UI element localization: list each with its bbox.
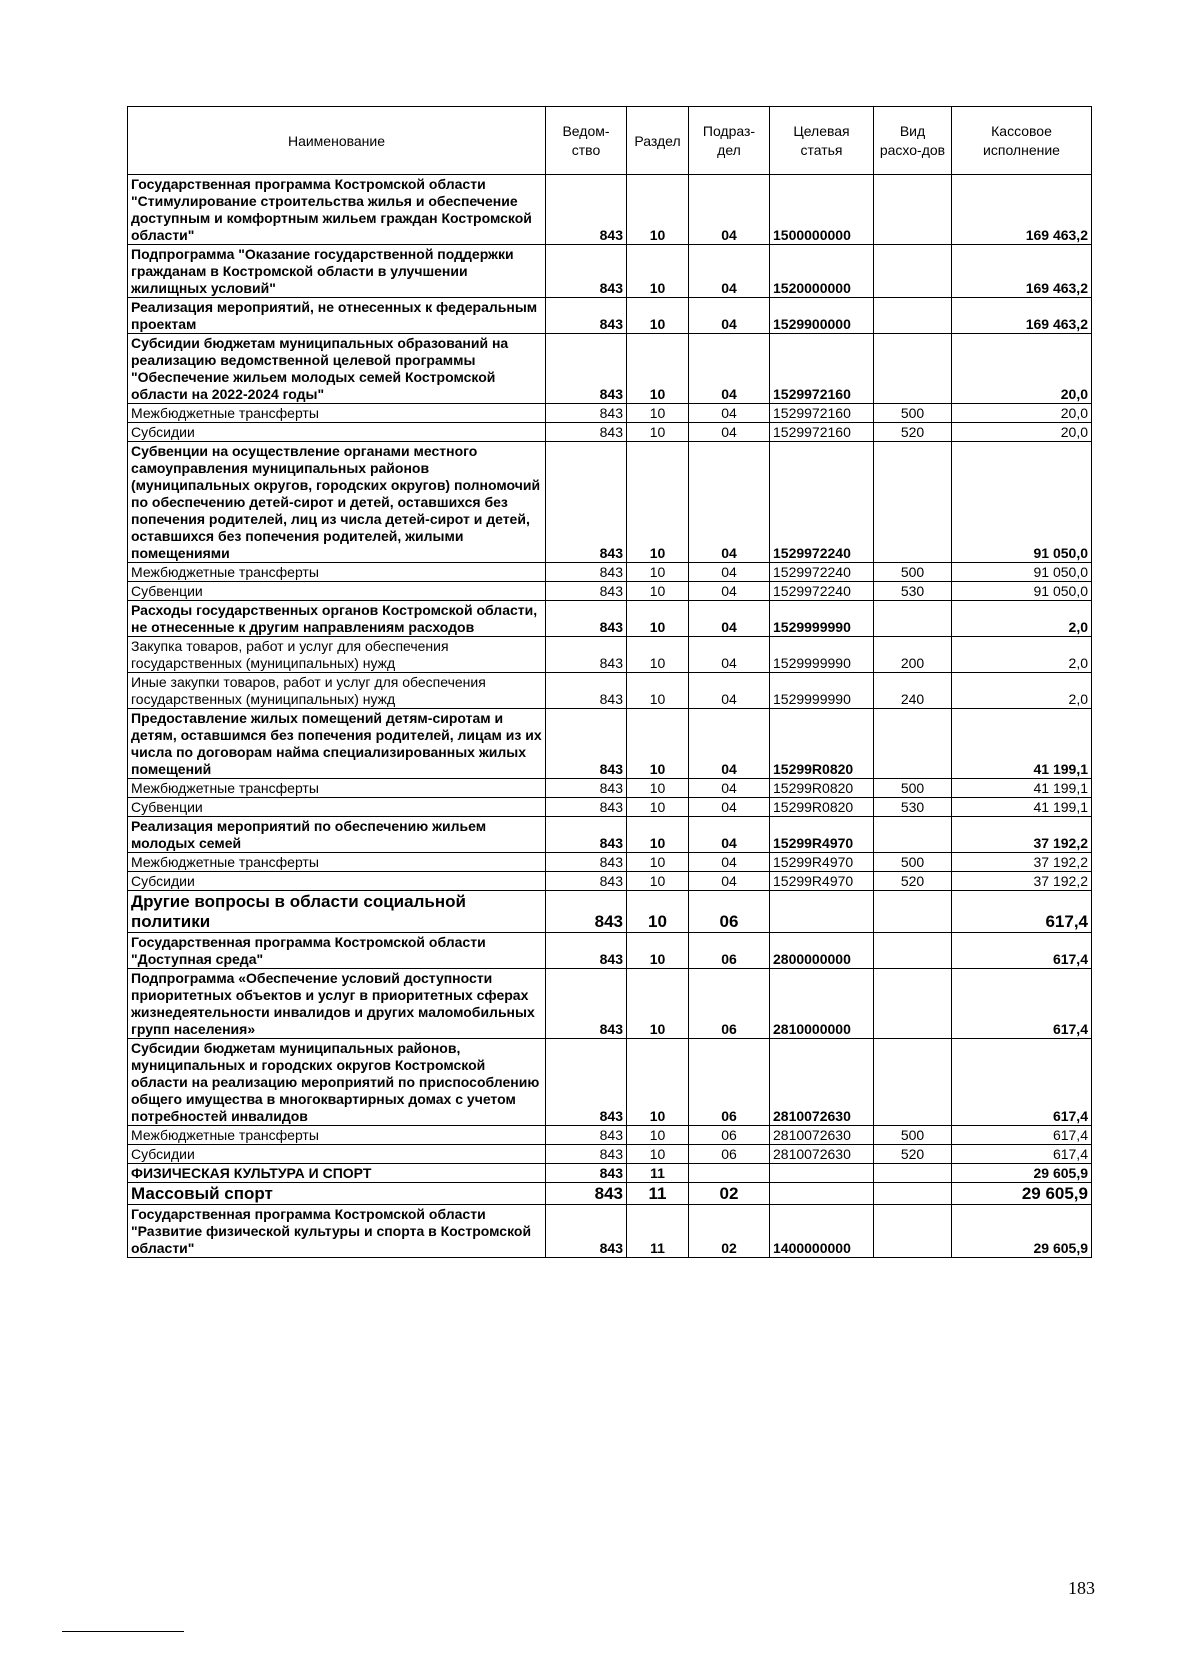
cell-podr: 04 bbox=[689, 245, 770, 298]
cell-name: Субсидии bbox=[128, 1145, 546, 1164]
cell-ved: 843 bbox=[546, 891, 627, 933]
cell-podr: 04 bbox=[689, 442, 770, 563]
cell-ved: 843 bbox=[546, 709, 627, 779]
cell-vid: 520 bbox=[874, 872, 952, 891]
cell-vid: 500 bbox=[874, 563, 952, 582]
cell-ved: 843 bbox=[546, 1039, 627, 1126]
cell-sum: 2,0 bbox=[952, 673, 1092, 709]
cell-name: Подпрограмма "Оказание государственной поддержки гражданам в Костромской области в улучшении жилищных условий" bbox=[128, 245, 546, 298]
table-row bbox=[128, 334, 1092, 404]
table-row bbox=[128, 637, 1092, 673]
cell-vid bbox=[874, 933, 952, 969]
cell-ved: 843 bbox=[546, 1183, 627, 1205]
cell-sum: 41 199,1 bbox=[952, 779, 1092, 798]
cell-cel: 1529900000 bbox=[770, 298, 874, 334]
table-row bbox=[128, 817, 1092, 853]
table-row bbox=[128, 779, 1092, 798]
cell-razd: 10 bbox=[627, 404, 689, 423]
table-row bbox=[128, 245, 1092, 298]
table-row bbox=[128, 1164, 1092, 1183]
cell-sum: 37 192,2 bbox=[952, 872, 1092, 891]
cell-razd: 10 bbox=[627, 423, 689, 442]
cell-razd: 10 bbox=[627, 933, 689, 969]
cell-ved: 843 bbox=[546, 1205, 627, 1258]
cell-cel: 1529972160 bbox=[770, 334, 874, 404]
cell-cel bbox=[770, 1164, 874, 1183]
table-row bbox=[128, 423, 1092, 442]
cell-name: Субвенции bbox=[128, 798, 546, 817]
cell-sum: 617,4 bbox=[952, 1126, 1092, 1145]
cell-cel: 1529972160 bbox=[770, 404, 874, 423]
table-row bbox=[128, 969, 1092, 1039]
table-row bbox=[128, 404, 1092, 423]
table-row bbox=[128, 175, 1092, 245]
table-row bbox=[128, 1145, 1092, 1164]
cell-name: Межбюджетные трансферты bbox=[128, 404, 546, 423]
cell-vid bbox=[874, 891, 952, 933]
cell-name: Закупка товаров, работ и услуг для обеспечения государственных (муниципальных) нужд bbox=[128, 637, 546, 673]
cell-name: Подпрограмма «Обеспечение условий доступности приоритетных объектов и услуг в приоритетных сферах жизнедеятельности инвалидов и других маломобильных групп населения» bbox=[128, 969, 546, 1039]
cell-vid bbox=[874, 709, 952, 779]
cell-podr: 04 bbox=[689, 817, 770, 853]
cell-podr: 04 bbox=[689, 872, 770, 891]
cell-podr: 02 bbox=[689, 1205, 770, 1258]
cell-cel: 1400000000 bbox=[770, 1205, 874, 1258]
cell-vid bbox=[874, 817, 952, 853]
cell-vid bbox=[874, 1183, 952, 1205]
cell-podr: 04 bbox=[689, 779, 770, 798]
cell-podr: 04 bbox=[689, 175, 770, 245]
cell-sum: 617,4 bbox=[952, 1039, 1092, 1126]
cell-ved: 843 bbox=[546, 1126, 627, 1145]
cell-podr: 06 bbox=[689, 891, 770, 933]
table-header-row bbox=[128, 107, 1092, 175]
cell-name: ФИЗИЧЕСКАЯ КУЛЬТУРА И СПОРТ bbox=[128, 1164, 546, 1183]
cell-ved: 843 bbox=[546, 334, 627, 404]
table-row bbox=[128, 891, 1092, 933]
cell-sum: 2,0 bbox=[952, 601, 1092, 637]
cell-sum: 617,4 bbox=[952, 933, 1092, 969]
cell-name: Межбюджетные трансферты bbox=[128, 1126, 546, 1145]
cell-cel: 1529999990 bbox=[770, 601, 874, 637]
table-row bbox=[128, 673, 1092, 709]
cell-vid bbox=[874, 442, 952, 563]
cell-razd: 10 bbox=[627, 853, 689, 872]
cell-ved: 843 bbox=[546, 601, 627, 637]
cell-sum: 617,4 bbox=[952, 1145, 1092, 1164]
cell-razd: 10 bbox=[627, 298, 689, 334]
cell-sum: 41 199,1 bbox=[952, 709, 1092, 779]
cell-sum: 169 463,2 bbox=[952, 298, 1092, 334]
cell-vid bbox=[874, 601, 952, 637]
budget-table bbox=[127, 106, 1092, 1258]
cell-podr: 04 bbox=[689, 423, 770, 442]
col-header-razd: Раздел bbox=[627, 107, 689, 175]
table-row bbox=[128, 933, 1092, 969]
cell-name: Межбюджетные трансферты bbox=[128, 779, 546, 798]
cell-sum: 617,4 bbox=[952, 969, 1092, 1039]
cell-cel: 1529999990 bbox=[770, 673, 874, 709]
col-header-name: Наименование bbox=[128, 107, 546, 175]
cell-razd: 10 bbox=[627, 601, 689, 637]
cell-ved: 843 bbox=[546, 673, 627, 709]
cell-podr: 02 bbox=[689, 1183, 770, 1205]
cell-ved: 843 bbox=[546, 637, 627, 673]
cell-cel: 1529972240 bbox=[770, 563, 874, 582]
cell-ved: 843 bbox=[546, 1164, 627, 1183]
cell-podr: 06 bbox=[689, 1039, 770, 1126]
cell-podr: 04 bbox=[689, 709, 770, 779]
col-header-vid: Вид расхо-дов bbox=[874, 107, 952, 175]
cell-name: Субсидии бюджетам муниципальных образований на реализацию ведомственной целевой программы "Обеспечение жильем молодых семей Костромской области на 2022-2024 годы" bbox=[128, 334, 546, 404]
cell-podr: 04 bbox=[689, 601, 770, 637]
cell-sum: 169 463,2 bbox=[952, 245, 1092, 298]
cell-ved: 843 bbox=[546, 245, 627, 298]
cell-razd: 10 bbox=[627, 779, 689, 798]
cell-vid: 530 bbox=[874, 798, 952, 817]
cell-razd: 10 bbox=[627, 891, 689, 933]
cell-ved: 843 bbox=[546, 423, 627, 442]
cell-vid bbox=[874, 1039, 952, 1126]
cell-sum: 37 192,2 bbox=[952, 853, 1092, 872]
cell-sum: 20,0 bbox=[952, 404, 1092, 423]
cell-sum: 41 199,1 bbox=[952, 798, 1092, 817]
cell-name: Субсидии bbox=[128, 872, 546, 891]
table-row bbox=[128, 442, 1092, 563]
cell-razd: 11 bbox=[627, 1205, 689, 1258]
cell-podr: 04 bbox=[689, 853, 770, 872]
footnote-divider bbox=[62, 1631, 184, 1632]
cell-cel: 1529972240 bbox=[770, 442, 874, 563]
cell-name: Предоставление жилых помещений детям-сиротам и детям, оставшимся без попечения родителей, лицам из их числа по договорам найма специализированных жилых помещений bbox=[128, 709, 546, 779]
cell-ved: 843 bbox=[546, 853, 627, 872]
cell-ved: 843 bbox=[546, 175, 627, 245]
cell-ved: 843 bbox=[546, 563, 627, 582]
cell-ved: 843 bbox=[546, 872, 627, 891]
cell-vid bbox=[874, 969, 952, 1039]
cell-sum: 29 605,9 bbox=[952, 1205, 1092, 1258]
cell-name: Государственная программа Костромской области "Доступная среда" bbox=[128, 933, 546, 969]
cell-vid bbox=[874, 175, 952, 245]
cell-razd: 11 bbox=[627, 1183, 689, 1205]
cell-podr: 04 bbox=[689, 298, 770, 334]
cell-sum: 169 463,2 bbox=[952, 175, 1092, 245]
cell-sum: 91 050,0 bbox=[952, 442, 1092, 563]
cell-podr: 04 bbox=[689, 798, 770, 817]
cell-podr: 04 bbox=[689, 334, 770, 404]
cell-sum: 20,0 bbox=[952, 334, 1092, 404]
cell-vid bbox=[874, 334, 952, 404]
cell-name: Межбюджетные трансферты bbox=[128, 563, 546, 582]
table-body bbox=[128, 175, 1092, 1258]
cell-cel: 1529972240 bbox=[770, 582, 874, 601]
cell-cel: 1529999990 bbox=[770, 637, 874, 673]
cell-razd: 10 bbox=[627, 1126, 689, 1145]
cell-vid: 500 bbox=[874, 853, 952, 872]
cell-podr: 04 bbox=[689, 582, 770, 601]
table-row bbox=[128, 563, 1092, 582]
table-row bbox=[128, 298, 1092, 334]
cell-vid: 240 bbox=[874, 673, 952, 709]
cell-cel bbox=[770, 891, 874, 933]
cell-vid: 520 bbox=[874, 423, 952, 442]
cell-name: Массовый спорт bbox=[128, 1183, 546, 1205]
cell-razd: 10 bbox=[627, 817, 689, 853]
cell-razd: 10 bbox=[627, 1039, 689, 1126]
col-header-sum: Кассовое исполнение bbox=[952, 107, 1092, 175]
cell-razd: 11 bbox=[627, 1164, 689, 1183]
cell-vid: 520 bbox=[874, 1145, 952, 1164]
table-row bbox=[128, 1183, 1092, 1205]
cell-razd: 10 bbox=[627, 442, 689, 563]
cell-razd: 10 bbox=[627, 175, 689, 245]
cell-name: Межбюджетные трансферты bbox=[128, 853, 546, 872]
cell-sum: 91 050,0 bbox=[952, 563, 1092, 582]
cell-podr: 04 bbox=[689, 673, 770, 709]
cell-razd: 10 bbox=[627, 245, 689, 298]
cell-podr bbox=[689, 1164, 770, 1183]
table-row bbox=[128, 872, 1092, 891]
cell-vid bbox=[874, 1164, 952, 1183]
cell-cel: 1520000000 bbox=[770, 245, 874, 298]
cell-name: Реализация мероприятий, не отнесенных к федеральным проектам bbox=[128, 298, 546, 334]
cell-razd: 10 bbox=[627, 709, 689, 779]
page-number: 183 bbox=[1068, 1578, 1095, 1598]
table-row bbox=[128, 798, 1092, 817]
table-row bbox=[128, 709, 1092, 779]
cell-razd: 10 bbox=[627, 969, 689, 1039]
cell-razd: 10 bbox=[627, 334, 689, 404]
cell-name: Субвенции bbox=[128, 582, 546, 601]
col-header-ved: Ведом-ство bbox=[546, 107, 627, 175]
cell-razd: 10 bbox=[627, 1145, 689, 1164]
cell-cel: 1529972160 bbox=[770, 423, 874, 442]
cell-name: Расходы государственных органов Костромской области, не отнесенные к другим направлениям расходов bbox=[128, 601, 546, 637]
cell-podr: 06 bbox=[689, 1126, 770, 1145]
cell-cel: 1500000000 bbox=[770, 175, 874, 245]
cell-vid: 200 bbox=[874, 637, 952, 673]
cell-razd: 10 bbox=[627, 563, 689, 582]
table-row bbox=[128, 1039, 1092, 1126]
cell-cel: 2810072630 bbox=[770, 1145, 874, 1164]
cell-razd: 10 bbox=[627, 582, 689, 601]
cell-podr: 04 bbox=[689, 637, 770, 673]
table-row bbox=[128, 601, 1092, 637]
cell-razd: 10 bbox=[627, 872, 689, 891]
cell-ved: 843 bbox=[546, 817, 627, 853]
cell-ved: 843 bbox=[546, 798, 627, 817]
cell-razd: 10 bbox=[627, 637, 689, 673]
cell-podr: 06 bbox=[689, 933, 770, 969]
cell-vid bbox=[874, 1205, 952, 1258]
cell-cel: 15299R0820 bbox=[770, 779, 874, 798]
col-header-cel: Целевая статья bbox=[770, 107, 874, 175]
cell-name: Субсидии bbox=[128, 423, 546, 442]
cell-sum: 20,0 bbox=[952, 423, 1092, 442]
cell-ved: 843 bbox=[546, 404, 627, 423]
cell-cel bbox=[770, 1183, 874, 1205]
cell-vid: 500 bbox=[874, 1126, 952, 1145]
cell-ved: 843 bbox=[546, 779, 627, 798]
table-row bbox=[128, 853, 1092, 872]
cell-razd: 10 bbox=[627, 673, 689, 709]
cell-cel: 2810072630 bbox=[770, 1039, 874, 1126]
cell-cel: 2800000000 bbox=[770, 933, 874, 969]
cell-name: Государственная программа Костромской области "Развитие физической культуры и спорта в Костромской области" bbox=[128, 1205, 546, 1258]
cell-cel: 15299R0820 bbox=[770, 709, 874, 779]
cell-cel: 2810000000 bbox=[770, 969, 874, 1039]
cell-podr: 06 bbox=[689, 969, 770, 1039]
table-row bbox=[128, 582, 1092, 601]
cell-ved: 843 bbox=[546, 442, 627, 563]
cell-cel: 15299R4970 bbox=[770, 853, 874, 872]
cell-name: Субвенции на осуществление органами местного самоуправления муниципальных районов (муниципальных округов, городских округов) полномочий по обеспечению детей-сирот и детей, оставшихся без попечения родителей, лиц из числа детей-сирот и детей, оставшихся без попечения родителей, жилыми помещениями bbox=[128, 442, 546, 563]
table-row bbox=[128, 1205, 1092, 1258]
table-row bbox=[128, 1126, 1092, 1145]
cell-cel: 2810072630 bbox=[770, 1126, 874, 1145]
cell-sum: 37 192,2 bbox=[952, 817, 1092, 853]
cell-cel: 15299R4970 bbox=[770, 872, 874, 891]
cell-name: Государственная программа Костромской области "Стимулирование строительства жилья и обеспечение доступным и комфортным жильем граждан Костромской области" bbox=[128, 175, 546, 245]
cell-name: Субсидии бюджетам муниципальных районов, муниципальных и городских округов Костромской области на реализацию мероприятий по приспособлению общего имущества в многоквартирных домах с учетом потребностей инвалидов bbox=[128, 1039, 546, 1126]
cell-sum: 617,4 bbox=[952, 891, 1092, 933]
cell-vid: 500 bbox=[874, 404, 952, 423]
cell-sum: 29 605,9 bbox=[952, 1164, 1092, 1183]
cell-ved: 843 bbox=[546, 298, 627, 334]
cell-razd: 10 bbox=[627, 798, 689, 817]
cell-ved: 843 bbox=[546, 933, 627, 969]
cell-sum: 2,0 bbox=[952, 637, 1092, 673]
cell-ved: 843 bbox=[546, 582, 627, 601]
cell-vid: 530 bbox=[874, 582, 952, 601]
cell-name: Иные закупки товаров, работ и услуг для обеспечения государственных (муниципальных) нужд bbox=[128, 673, 546, 709]
cell-podr: 06 bbox=[689, 1145, 770, 1164]
cell-cel: 15299R0820 bbox=[770, 798, 874, 817]
cell-vid: 500 bbox=[874, 779, 952, 798]
cell-ved: 843 bbox=[546, 969, 627, 1039]
cell-podr: 04 bbox=[689, 404, 770, 423]
cell-name: Другие вопросы в области социальной политики bbox=[128, 891, 546, 933]
cell-podr: 04 bbox=[689, 563, 770, 582]
cell-vid bbox=[874, 298, 952, 334]
cell-sum: 29 605,9 bbox=[952, 1183, 1092, 1205]
col-header-podr: Подраз-дел bbox=[689, 107, 770, 175]
cell-ved: 843 bbox=[546, 1145, 627, 1164]
cell-vid bbox=[874, 245, 952, 298]
cell-name: Реализация мероприятий по обеспечению жильем молодых семей bbox=[128, 817, 546, 853]
cell-cel: 15299R4970 bbox=[770, 817, 874, 853]
cell-sum: 91 050,0 bbox=[952, 582, 1092, 601]
